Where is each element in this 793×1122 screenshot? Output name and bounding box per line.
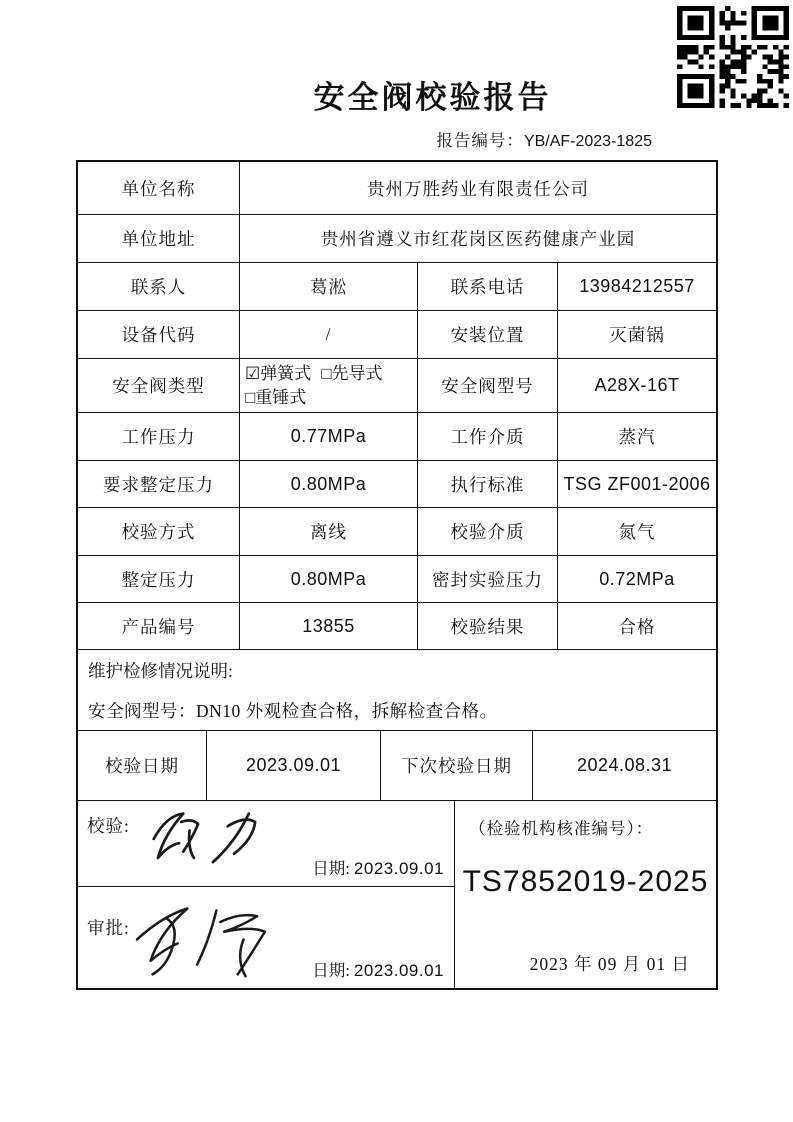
row-unit-name — [78, 162, 716, 214]
option-weight-label: 重锤式 — [255, 387, 307, 407]
approve-date-label: 日期: — [312, 961, 350, 980]
option-spring-label: 弹簧式 — [260, 363, 312, 383]
valve-type-line-1 — [245, 362, 383, 386]
agency-approval-label: （检验机构核准编号）： — [469, 819, 654, 838]
work-medium-label: 工作介质 — [417, 413, 557, 460]
signature-column — [78, 801, 454, 988]
maintenance-note-detail: 安全阀型号：DN10 外观检查合格，拆解检查合格。 — [88, 701, 498, 721]
seal-pressure-label: 密封实验压力 — [417, 556, 557, 602]
report-number-value: YB/AF-2023-1825 — [523, 133, 652, 150]
verify-date-value: 2023.09.01 — [353, 859, 444, 878]
row-work-pressure — [78, 412, 716, 460]
unit-address-label: 单位地址 — [121, 229, 196, 249]
unit-name-value: 贵州万胜药业有限责任公司 — [239, 162, 716, 214]
row-dates — [78, 730, 716, 800]
verify-label: 校验: — [87, 816, 130, 836]
valve-model-label: 安全阀型号 — [417, 359, 557, 412]
agency-issue-date: 2023 年 09 月 01 日 — [529, 954, 690, 974]
row-device — [78, 310, 716, 358]
standard-value: TSG ZF001-2006 — [557, 461, 716, 507]
row-set-pressure — [78, 555, 716, 602]
install-position-value: 灭菌锅 — [557, 311, 716, 358]
report-number-label: 报告编号： — [436, 131, 524, 150]
approve-date — [312, 957, 444, 981]
required-pressure-label: 要求整定压力 — [103, 474, 214, 495]
verify-signature — [130, 803, 300, 877]
row-valve-type — [78, 358, 716, 412]
seal-pressure-value: 0.72MPa — [557, 556, 716, 602]
approve-signature — [122, 893, 307, 985]
approve-label: 审批: — [87, 918, 130, 938]
option-pilot-label: 先导式 — [331, 363, 383, 383]
standard-label: 执行标准 — [417, 461, 557, 507]
phone-label: 联系电话 — [417, 263, 557, 310]
calibration-date-value: 2023.09.01 — [206, 731, 380, 800]
set-pressure-label: 整定压力 — [121, 569, 196, 590]
report-table — [76, 160, 718, 990]
verify-name — [78, 801, 79, 802]
calibration-medium-label: 校验介质 — [417, 508, 557, 555]
valve-type-line-2 — [245, 386, 306, 410]
device-code-label: 设备代码 — [121, 325, 196, 345]
calibration-method-label: 校验方式 — [121, 522, 196, 542]
row-calibration-method — [78, 507, 716, 555]
agency-cell — [454, 801, 716, 988]
work-medium-value: 蒸汽 — [557, 413, 716, 460]
contact-label: 联系人 — [130, 277, 187, 297]
valve-type-label: 安全阀类型 — [112, 376, 205, 396]
verify-date-label: 日期: — [312, 859, 350, 878]
next-date-label: 下次校验日期 — [380, 731, 532, 800]
set-pressure-value: 0.80MPa — [239, 556, 417, 602]
approve-cell — [78, 887, 454, 988]
calibration-method-value: 离线 — [239, 508, 417, 555]
approve-date-value: 2023.09.01 — [353, 961, 444, 980]
agency-approval-number: TS7852019-2025 — [462, 865, 709, 898]
result-value: 合格 — [557, 603, 716, 649]
valve-type-options — [239, 359, 417, 412]
maintenance-note — [78, 649, 716, 730]
next-date-value: 2024.08.31 — [532, 731, 716, 800]
report-number — [436, 127, 652, 151]
product-no-label: 产品编号 — [121, 616, 196, 637]
row-contact — [78, 262, 716, 310]
result-label: 校验结果 — [417, 603, 557, 649]
calibration-medium-value: 氮气 — [557, 508, 716, 555]
product-no-value: 13855 — [239, 603, 417, 649]
checkbox-spring-icon: ☑ — [245, 363, 261, 383]
calibration-date-label: 校验日期 — [105, 756, 179, 776]
row-product-no — [78, 602, 716, 649]
signature-section — [78, 800, 716, 988]
unit-name-label: 单位名称 — [121, 178, 196, 199]
maintenance-note-title: 维护检修情况说明: — [88, 661, 233, 681]
page-title: 安全阀校验报告 — [313, 80, 552, 115]
checkbox-weight-icon: □ — [245, 387, 256, 407]
checkbox-pilot-icon: □ — [321, 363, 332, 383]
work-pressure-label: 工作压力 — [121, 427, 196, 447]
phone-value: 13984212557 — [557, 263, 716, 310]
work-pressure-value: 0.77MPa — [239, 413, 417, 460]
install-position-label: 安装位置 — [417, 311, 557, 358]
valve-model-value: A28X-16T — [557, 359, 716, 412]
row-required-pressure — [78, 460, 716, 507]
contact-value: 葛淞 — [239, 263, 417, 310]
verify-cell — [78, 801, 454, 887]
unit-address-value: 贵州省遵义市红花岗区医药健康产业园 — [239, 215, 716, 262]
row-unit-address — [78, 214, 716, 262]
approve-name — [78, 887, 79, 888]
verify-date — [312, 855, 444, 879]
required-pressure-value: 0.80MPa — [239, 461, 417, 507]
device-code-value: / — [239, 311, 417, 358]
